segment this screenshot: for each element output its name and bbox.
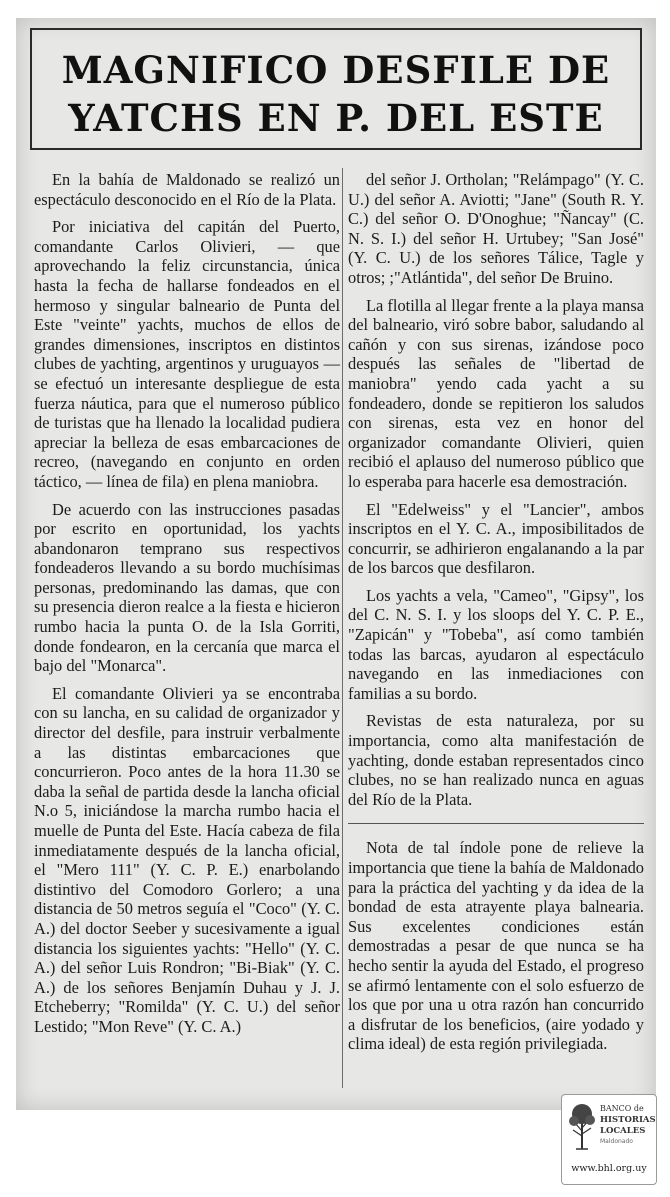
headline-line-1: MAGNIFICO DESFILE DE [61,48,611,92]
paragraph: Nota de tal índole pone de relieve la importancia que tiene la bahía de Maldonado para la práctica del yachting y da idea de la bondad de esta atrayente playa balnearia. Sus excelentes condiciones están demostradas a pesar de que nunca se ha hecho sentir la ayuda del Estado, el progreso se afirmó lentamente con el solo esfuerzo de los que por una u otra razón han concurrido a disfrutar de los beneficios, (aire yodado y clima ideal) de esta región privilegiada. [348,838,644,1054]
paragraph: El "Edelweiss" y el "Lancier", ambos inscriptos en el Y. C. A., imposibilitados de concurrir, se adhirieron engalanando a la par de los barcos que desfilaron. [348,499,644,578]
logo-url[interactable]: www.bhl.org.uy [571,1163,647,1174]
logo-text-line-2: HISTORIAS [600,1115,656,1125]
paragraph: La flotilla al llegar frente a la playa mansa del balneario, viró sobre babor, saludando al cañón y con sus sirenas, izándose poco después las señales de "libertad de maniobra" yendo cada yacht a su fondeadero, donde se repitieron los saludos con sirenas, esta vez en honor del organizador comandante Olivieri, quien recibió el aplauso del numeroso público que lo esperaba para hacerle esa demostración. [348,295,644,491]
paragraph: De acuerdo con las instrucciones pasadas por escrito en oportunidad, los yachts abandonaron temprano sus respectivos fondeaderos llevando a su bordo muchísimas personas, predominando las damas, que con su presencia dieron realce a la fiesta e hicieron rumbo hacia la punta O. de la Isla Gorriti, donde fondearon, en la cercanía que marca el bajo del "Monarca". [34,499,340,676]
paragraph: En la bahía de Maldonado se realizó un espectáculo desconocido en el Río de la Plata. [34,170,340,209]
article-column-left [34,170,340,1045]
paragraph: Los yachts a vela, "Cameo", "Gipsy", los del C. N. S. I. y los sloops del Y. C. P. E., "Zapicán" y "Tobeba", así como también todas las barcas, ayudaron al espectáculo navegando en las inmediaciones con familias a su bordo. [348,585,644,703]
tree-icon [568,1101,596,1151]
headline [32,30,640,142]
newspaper-clipping [16,18,656,1110]
archive-logo[interactable] [561,1094,657,1185]
logo-text-line-1: BANCO de [600,1104,644,1113]
article-column-right [348,170,644,1062]
column-divider [342,168,343,1088]
paragraph: del señor J. Ortholan; "Relámpago" (Y. C. U.) del señor A. Aviotti; "Jane" (South R. Y. C.) del señor O. D'Onoghue; "Ñancay" (C. N. S. I.) del señor H. Urtubey; "San José" (Y. C. U.) de los señores Tálice, Tagle y otros; ;"Atlántida", del señor De Bruino. [348,170,644,287]
section-rule [348,823,644,824]
logo-text-line-3: LOCALES [600,1126,646,1136]
headline-line-2: YATCHS EN P. DEL ESTE [68,96,604,140]
paragraph: Revistas de esta naturaleza, por su importancia, como alta manifestación de yachting, donde estaban representados cinco clubes, no se han realizado nunca en aguas del Río de la Plata. [348,711,644,809]
logo-text-line-4: Maldonado [600,1138,633,1145]
headline-box [30,28,642,150]
paragraph: Por iniciativa del capitán del Puerto, comandante Carlos Olivieri, — que aprovechando la feliz circunstancia, única hasta la fecha de hallarse fondeados en el hermoso y singular balneario de Punta del Este "veinte" yachts, muchos de ellos de grandes dimensiones, inscriptos en distintos clubes de yachting, argentinos y uruguayos — se efectuó un interesante despliegue de esta fuerza náutica, para que el numeroso público de turistas que ha llenado la localidad pudiera apreciar la belleza de esas embarcaciones de recreo, (navegando en conjunto en orden táctico, — línea de fila) en plena maniobra. [34,217,340,491]
paragraph: El comandante Olivieri ya se encontraba con su lancha, en su calidad de organizador y director del desfile, para instruir verbalmente a las distintas embarcaciones que concurrieron. Poco antes de la hora 11.30 se daba la señal de partida desde la lancha oficial N.o 5, iniciándose la marcha rumbo hacia el muelle de Punta del Este. Hacía cabeza de fila inmediatamente después de la lancha oficial, el "Mero 111" (Y. C. P. E.) enarbolando distintivo del Comodoro Gorlero; a una distancia de 50 metros seguía el "Coco" (Y. C. A.) del doctor Seeber y sucesivamente a igual distancia los siguientes yachts: "Hello" (Y. C. A.) del señor Luis Rondron; "Bi-Biak" (Y. C. A.) de los señores Benjamín Duhau y J. J. Etcheberry; "Romilda" (Y. C. U.) del señor Lestido; "Mon Reve" (Y. C. A.) [34,683,340,1036]
